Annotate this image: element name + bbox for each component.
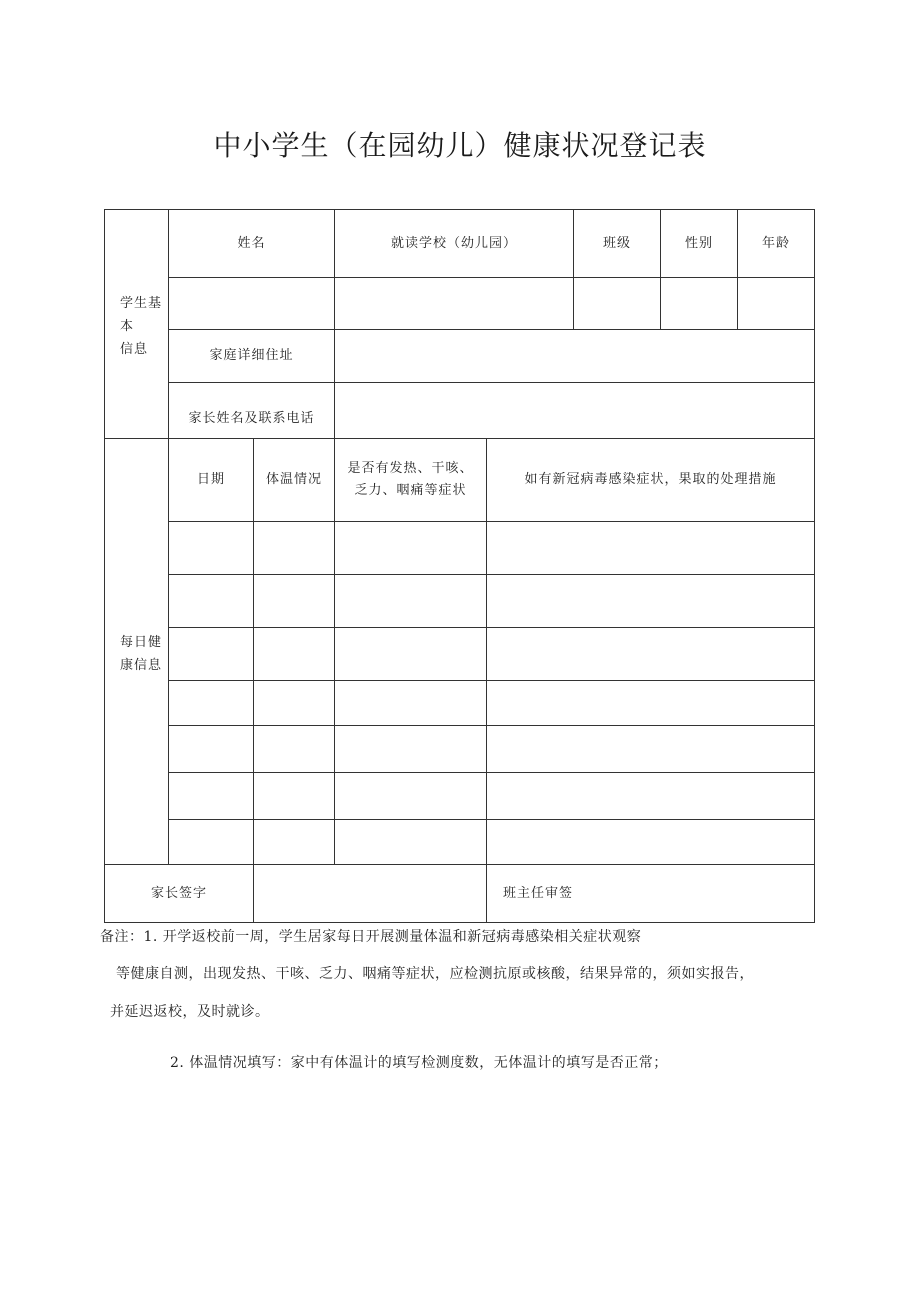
- measures-field[interactable]: [487, 681, 814, 725]
- measures-field[interactable]: [487, 820, 814, 864]
- temperature-field[interactable]: [254, 773, 334, 819]
- temperature-field[interactable]: [254, 726, 334, 772]
- symptoms-field[interactable]: [335, 773, 486, 819]
- header-class: 班级: [602, 235, 631, 251]
- date-field[interactable]: [169, 628, 253, 680]
- temperature-field[interactable]: [254, 575, 334, 627]
- measures-field[interactable]: [487, 575, 814, 627]
- parent-contact-field[interactable]: [335, 383, 814, 438]
- symptoms-field[interactable]: [335, 726, 486, 772]
- note-line: 等健康自测，出现发热、干咳、乏力、咽痛等症状，应检测抗原或核酸，结果异常的，须如实报告，: [116, 966, 754, 982]
- measures-field[interactable]: [487, 628, 814, 680]
- daily-health-label-line: 每日健: [120, 635, 163, 650]
- school-field[interactable]: [335, 278, 573, 329]
- header-symptoms: [335, 439, 486, 521]
- date-field[interactable]: [169, 726, 253, 772]
- symptoms-field[interactable]: [335, 522, 486, 574]
- date-field[interactable]: [169, 522, 253, 574]
- daily-health-section-label: [120, 631, 168, 677]
- header-measures: 如有新冠病毒感染症状，果取的处理措施: [524, 472, 777, 487]
- date-field[interactable]: [169, 773, 253, 819]
- basic-info-label-line: 学生基: [120, 296, 163, 311]
- daily-health-label-line: 康信息: [120, 658, 163, 673]
- gender-field[interactable]: [661, 278, 737, 329]
- header-symptoms-line: 乏力、咽痛等症状: [354, 483, 467, 498]
- basic-info-label-line: 本: [120, 319, 135, 334]
- symptoms-field[interactable]: [335, 681, 486, 725]
- temperature-field[interactable]: [254, 628, 334, 680]
- header-name: 姓名: [237, 235, 266, 251]
- note-line: 并延迟返校，及时就诊。: [110, 1004, 270, 1020]
- basic-info-section-label: [120, 292, 168, 361]
- address-field[interactable]: [335, 330, 814, 382]
- note-line: 2. 体温情况填写：家中有体温计的填写检测度数，无体温计的填写是否正常；: [170, 1055, 668, 1071]
- header-age: 年龄: [761, 235, 790, 251]
- measures-field[interactable]: [487, 726, 814, 772]
- note-line: 备注：1. 开学返校前一周，学生居家每日开展测量体温和新冠病毒感染相关症状观察: [100, 929, 642, 945]
- header-school: 就读学校（幼儿园）: [390, 235, 517, 251]
- parent-contact-label: 家长姓名及联系电话: [188, 411, 315, 426]
- temperature-field[interactable]: [254, 820, 334, 864]
- table-border-bottom: [104, 922, 815, 923]
- name-field[interactable]: [169, 278, 334, 329]
- header-symptoms-line: 是否有发热、干咳、: [347, 461, 474, 476]
- symptoms-field[interactable]: [335, 820, 486, 864]
- class-field[interactable]: [574, 278, 660, 329]
- symptoms-field[interactable]: [335, 628, 486, 680]
- address-label: 家庭详细住址: [209, 348, 294, 363]
- symptoms-field[interactable]: [335, 575, 486, 627]
- page-title: 中小学生（在园幼儿）健康状况登记表: [213, 129, 707, 162]
- age-field[interactable]: [738, 278, 814, 329]
- date-field[interactable]: [169, 681, 253, 725]
- header-date: 日期: [196, 472, 225, 487]
- temperature-field[interactable]: [254, 522, 334, 574]
- temperature-field[interactable]: [254, 681, 334, 725]
- header-temperature: 体温情况: [265, 472, 322, 487]
- date-field[interactable]: [169, 820, 253, 864]
- measures-field[interactable]: [487, 773, 814, 819]
- basic-info-label-line: 信息: [120, 342, 149, 357]
- parent-signature-field[interactable]: [254, 865, 486, 922]
- header-gender: 性别: [684, 235, 713, 251]
- measures-field[interactable]: [487, 522, 814, 574]
- date-field[interactable]: [169, 575, 253, 627]
- parent-signature-label: 家长签字: [150, 885, 207, 901]
- teacher-review-label: 班主任审签: [503, 885, 574, 901]
- table-border-right: [814, 209, 815, 923]
- table-border-left: [104, 209, 105, 923]
